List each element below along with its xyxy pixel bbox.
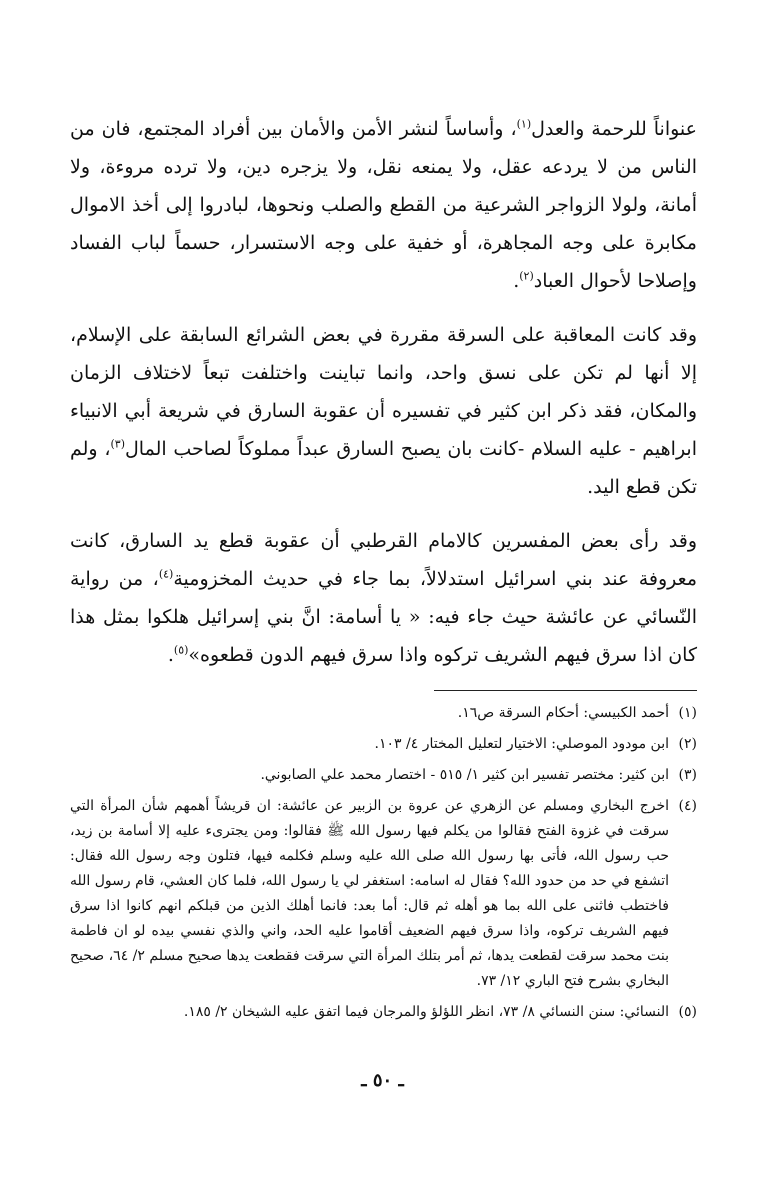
footnote-number: (٢) [678,736,697,752]
paragraph-text: وقد كانت المعاقبة على السرقة مقررة في بعض الشرائع السابقة على الإسلام، إلا أنها لم تكن على نسق واحد، وانما تباينت واختلفت تبعاً لاختلاف الزمان والمكان، فقد ذكر ابن كثير في تفسيره أن عقوبة السارق في شريعة أبي الانبياء ابراهيم - عليه السلام -كانت بان يصبح السارق عبداً مملوكاً لصاحب المال [70,324,697,460]
body-text [70,110,697,674]
paragraph-1 [70,110,697,300]
footnote-reference: (٥) [173,643,189,657]
page-number: ـ ٥٠ ـ [361,1070,404,1091]
footnote-reference: (١) [516,117,532,131]
footnote-text: اخرج البخاري ومسلم عن الزهري عن عروة بن الزبير عن عائشة: ان قريشاً أهمهم شأن المرأة التي سرقت في غزوة الفتح فقالوا من يكلم فيها رسول الله ﷺ فقالوا: ومن يجترىء عليه إلا أسامة بن زيد، حب رسول الله، فأتى بها رسول الله صلى الله عليه وسلم فكلمه فيها، فتلون وجه رسول الله فقال: اتشفع في حد من حدود الله؟ فقال له اسامه: استغفر لي يا رسول الله، فلما كان العشي، قام رسول الله فاختطب فاثنى على الله بما هو أهله ثم قال: أما بعد: فانما أهلك الذين من قبلكم انهم كانوا اذا سرق فيهم الشريف تركوه، واذا سرق فيهم الضعيف أقاموا عليه الحد، واني والذي نفسي بيده لو ان فاطمة بنت محمد سرقت لقطعت يدها، ثم أمر بتلك المرأة التي سرقت فقطعت يدها صحيح مسلم ٢/ ٦٤، صحيح البخاري بشرح فتح الباري ١٢/ ٧٣. [70,798,670,989]
paragraph-3 [70,522,697,674]
footnote-reference: (٢) [519,269,534,283]
paragraph-text: ، وأساساً لنشر الأمن والأمان بين أفراد المجتمع، فان من الناس من لا يردعه عقل، ولا يمنعه نقل، ولا يزجره دين، ولا ترده مروءة، ولا أمانة، ولولا الزواجر الشرعية من القطع والصلب ونحوها، لبادروا إلى أخذ الاموال مكابرة على وجه المجاهرة، أو خفية على وجه الاستسرار، حسماً لباب الفساد وإصلاحا لأحوال العباد [70,118,697,292]
paragraph-text: وقد رأى بعض المفسرين كالامام القرطبي أن عقوبة قطع يد السارق، كانت معروفة عند بني اسرائيل استدلالاً، بما جاء في حديث المخزومية [70,530,697,590]
footnote-text: ابن كثير: مختصر تفسير ابن كثير ١/ ٥١٥ - اختصار محمد علي الصابوني. [260,767,669,783]
paragraph-text: ، من رواية النّسائي عن عائشة حيث جاء فيه: « يا أسامة: انَّ بني إسرائيل هلكوا بمثل هذا كان اذا سرق فيهم الشريف تركوه واذا سرق فيهم الدون قطعوه» [70,568,697,666]
footnote-text: النسائي: سنن النسائي ٨/ ٧٣، انظر اللؤلؤ والمرجان فيما اتفق عليه الشيخان ٢/ ١٨٥. [183,1004,669,1020]
footnotes-list [70,701,697,1025]
footnote-number: (٤) [678,798,697,814]
footnote-5 [70,1000,697,1025]
footnote-1 [70,701,697,726]
paragraph-text: ، ولم تكن قطع اليد. [70,438,697,498]
footnote-number: (٣) [678,767,697,783]
footnote-2 [70,732,697,757]
footnote-reference: (٤) [158,567,174,581]
footnote-divider [434,690,697,691]
footnote-4 [70,794,697,994]
footnote-reference: (٣) [110,437,125,451]
footnote-number: (٥) [678,1004,697,1020]
footnote-3 [70,763,697,788]
footnote-number: (١) [678,705,697,721]
footnote-text: ابن مودود الموصلي: الاختيار لتعليل المختار ٤/ ١٠٣. [374,736,669,752]
paragraph-text: عنواناً للرحمة والعدل [531,118,697,140]
footnote-text: أحمد الكبيسي: أحكام السرقة ص١٦. [457,705,669,721]
paragraph-text: . [513,270,520,292]
paragraph-text: . [167,644,174,666]
paragraph-2 [70,316,697,506]
